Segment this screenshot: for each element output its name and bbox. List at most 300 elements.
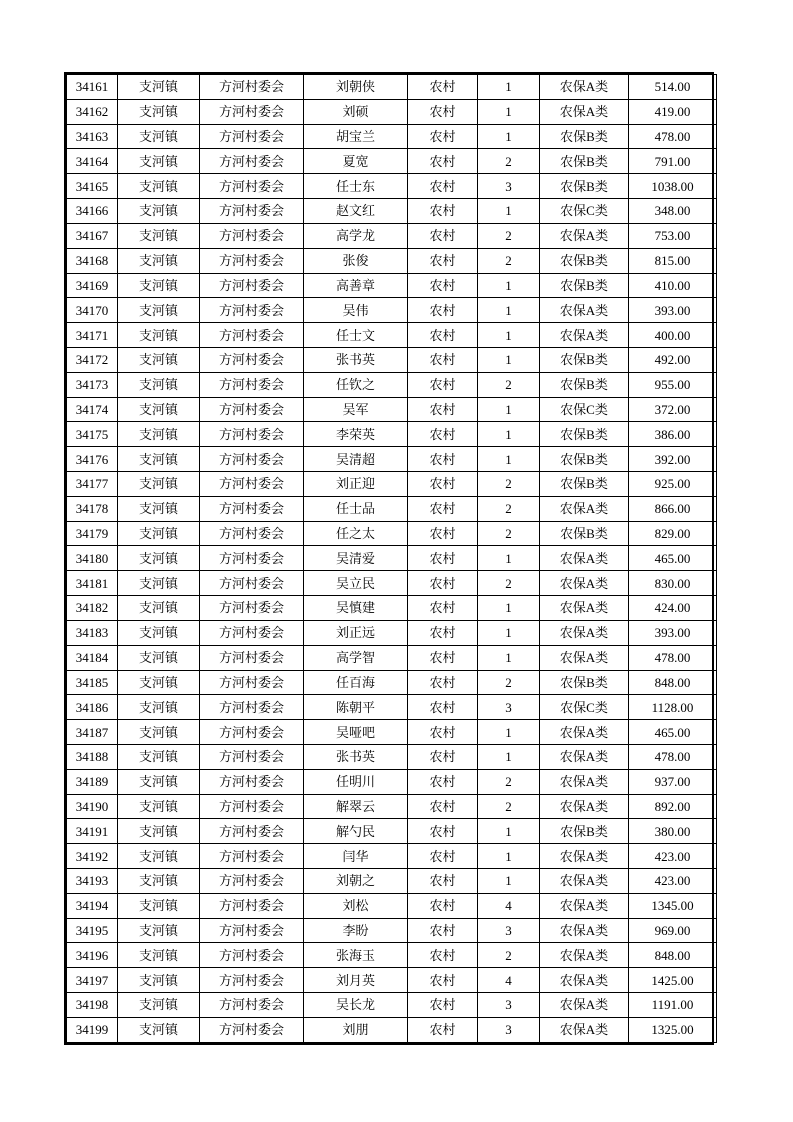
cell-village-committee: 方河村委会 (200, 571, 304, 596)
cell-person-count: 2 (478, 794, 540, 819)
cell-amount: 815.00 (629, 248, 717, 273)
cell-person-count: 1 (478, 844, 540, 869)
cell-person-count: 3 (478, 993, 540, 1018)
cell-serial-number: 34189 (67, 769, 118, 794)
cell-insurance-category: 农保B类 (540, 447, 629, 472)
cell-person-name: 解勺民 (304, 819, 408, 844)
cell-serial-number: 34168 (67, 248, 118, 273)
cell-village-committee: 方河村委会 (200, 695, 304, 720)
cell-village-committee: 方河村委会 (200, 298, 304, 323)
cell-town: 支河镇 (118, 75, 200, 100)
cell-village-committee: 方河村委会 (200, 496, 304, 521)
cell-residence-type: 农村 (408, 546, 478, 571)
cell-person-count: 3 (478, 174, 540, 199)
cell-person-name: 吴长龙 (304, 993, 408, 1018)
cell-town: 支河镇 (118, 918, 200, 943)
cell-person-name: 李荣英 (304, 422, 408, 447)
cell-town: 支河镇 (118, 372, 200, 397)
records-table (66, 74, 717, 1043)
table-row (67, 199, 717, 224)
table-row (67, 372, 717, 397)
table-row (67, 447, 717, 472)
cell-residence-type: 农村 (408, 670, 478, 695)
cell-residence-type: 农村 (408, 620, 478, 645)
table-row (67, 695, 717, 720)
cell-residence-type: 农村 (408, 993, 478, 1018)
cell-residence-type: 农村 (408, 794, 478, 819)
cell-residence-type: 农村 (408, 447, 478, 472)
cell-village-committee: 方河村委会 (200, 397, 304, 422)
cell-amount: 492.00 (629, 347, 717, 372)
cell-person-name: 赵文红 (304, 199, 408, 224)
table-row (67, 99, 717, 124)
cell-residence-type: 农村 (408, 968, 478, 993)
cell-person-name: 刘朝侠 (304, 75, 408, 100)
cell-residence-type: 农村 (408, 645, 478, 670)
cell-serial-number: 34190 (67, 794, 118, 819)
cell-person-count: 2 (478, 223, 540, 248)
cell-serial-number: 34196 (67, 943, 118, 968)
cell-village-committee: 方河村委会 (200, 422, 304, 447)
table-row (67, 298, 717, 323)
cell-insurance-category: 农保A类 (540, 571, 629, 596)
table-row (67, 223, 717, 248)
cell-insurance-category: 农保A类 (540, 496, 629, 521)
cell-town: 支河镇 (118, 844, 200, 869)
table-row (67, 472, 717, 497)
cell-village-committee: 方河村委会 (200, 546, 304, 571)
cell-village-committee: 方河村委会 (200, 968, 304, 993)
cell-town: 支河镇 (118, 695, 200, 720)
cell-residence-type: 农村 (408, 596, 478, 621)
cell-insurance-category: 农保A类 (540, 918, 629, 943)
cell-village-committee: 方河村委会 (200, 372, 304, 397)
cell-village-committee: 方河村委会 (200, 273, 304, 298)
cell-amount: 410.00 (629, 273, 717, 298)
cell-amount: 892.00 (629, 794, 717, 819)
cell-residence-type: 农村 (408, 943, 478, 968)
cell-town: 支河镇 (118, 993, 200, 1018)
cell-town: 支河镇 (118, 968, 200, 993)
cell-insurance-category: 农保A类 (540, 943, 629, 968)
cell-serial-number: 34175 (67, 422, 118, 447)
cell-amount: 478.00 (629, 645, 717, 670)
table-row (67, 720, 717, 745)
cell-village-committee: 方河村委会 (200, 993, 304, 1018)
cell-person-name: 高善章 (304, 273, 408, 298)
cell-village-committee: 方河村委会 (200, 472, 304, 497)
table-row (67, 75, 717, 100)
cell-person-name: 任士文 (304, 323, 408, 348)
cell-person-count: 1 (478, 447, 540, 472)
cell-person-count: 2 (478, 769, 540, 794)
cell-insurance-category: 农保A类 (540, 869, 629, 894)
cell-residence-type: 农村 (408, 347, 478, 372)
table-row (67, 174, 717, 199)
cell-town: 支河镇 (118, 99, 200, 124)
cell-town: 支河镇 (118, 893, 200, 918)
cell-serial-number: 34172 (67, 347, 118, 372)
cell-village-committee: 方河村委会 (200, 323, 304, 348)
table-row (67, 571, 717, 596)
cell-residence-type: 农村 (408, 1017, 478, 1042)
cell-person-name: 夏宽 (304, 149, 408, 174)
cell-residence-type: 农村 (408, 199, 478, 224)
cell-village-committee: 方河村委会 (200, 869, 304, 894)
cell-town: 支河镇 (118, 174, 200, 199)
cell-insurance-category: 农保A类 (540, 744, 629, 769)
cell-residence-type: 农村 (408, 99, 478, 124)
cell-serial-number: 34176 (67, 447, 118, 472)
cell-residence-type: 农村 (408, 819, 478, 844)
cell-person-count: 1 (478, 199, 540, 224)
cell-town: 支河镇 (118, 869, 200, 894)
cell-serial-number: 34192 (67, 844, 118, 869)
cell-amount: 1345.00 (629, 893, 717, 918)
table-row (67, 124, 717, 149)
cell-town: 支河镇 (118, 620, 200, 645)
cell-insurance-category: 农保A类 (540, 968, 629, 993)
table-row (67, 893, 717, 918)
table-row (67, 645, 717, 670)
cell-insurance-category: 农保A类 (540, 323, 629, 348)
cell-town: 支河镇 (118, 447, 200, 472)
cell-village-committee: 方河村委会 (200, 769, 304, 794)
cell-person-name: 吴清超 (304, 447, 408, 472)
cell-serial-number: 34197 (67, 968, 118, 993)
cell-insurance-category: 农保A类 (540, 298, 629, 323)
cell-amount: 386.00 (629, 422, 717, 447)
cell-insurance-category: 农保B类 (540, 472, 629, 497)
cell-residence-type: 农村 (408, 248, 478, 273)
cell-serial-number: 34188 (67, 744, 118, 769)
cell-town: 支河镇 (118, 769, 200, 794)
cell-insurance-category: 农保B类 (540, 273, 629, 298)
cell-insurance-category: 农保B类 (540, 670, 629, 695)
cell-amount: 465.00 (629, 720, 717, 745)
cell-village-committee: 方河村委会 (200, 893, 304, 918)
cell-person-count: 4 (478, 968, 540, 993)
cell-town: 支河镇 (118, 124, 200, 149)
cell-village-committee: 方河村委会 (200, 99, 304, 124)
cell-person-name: 吴慎建 (304, 596, 408, 621)
cell-person-name: 闫华 (304, 844, 408, 869)
cell-serial-number: 34199 (67, 1017, 118, 1042)
cell-person-count: 1 (478, 99, 540, 124)
cell-serial-number: 34164 (67, 149, 118, 174)
table-row (67, 248, 717, 273)
cell-insurance-category: 农保B类 (540, 347, 629, 372)
cell-insurance-category: 农保C类 (540, 695, 629, 720)
cell-residence-type: 农村 (408, 323, 478, 348)
cell-village-committee: 方河村委会 (200, 918, 304, 943)
cell-insurance-category: 农保A类 (540, 893, 629, 918)
cell-person-name: 张俊 (304, 248, 408, 273)
cell-insurance-category: 农保A类 (540, 769, 629, 794)
table-row (67, 596, 717, 621)
cell-insurance-category: 农保A类 (540, 223, 629, 248)
cell-village-committee: 方河村委会 (200, 744, 304, 769)
cell-town: 支河镇 (118, 273, 200, 298)
cell-village-committee: 方河村委会 (200, 819, 304, 844)
cell-amount: 478.00 (629, 124, 717, 149)
cell-amount: 829.00 (629, 521, 717, 546)
cell-amount: 1038.00 (629, 174, 717, 199)
cell-village-committee: 方河村委会 (200, 720, 304, 745)
cell-person-name: 刘正迎 (304, 472, 408, 497)
cell-person-count: 2 (478, 496, 540, 521)
cell-residence-type: 农村 (408, 521, 478, 546)
cell-person-name: 任明川 (304, 769, 408, 794)
cell-residence-type: 农村 (408, 149, 478, 174)
cell-residence-type: 农村 (408, 223, 478, 248)
cell-person-count: 3 (478, 695, 540, 720)
table-body (67, 75, 717, 1043)
cell-person-count: 4 (478, 893, 540, 918)
cell-person-name: 吴清爱 (304, 546, 408, 571)
cell-insurance-category: 农保A类 (540, 1017, 629, 1042)
cell-town: 支河镇 (118, 670, 200, 695)
cell-town: 支河镇 (118, 794, 200, 819)
cell-village-committee: 方河村委会 (200, 620, 304, 645)
cell-person-count: 2 (478, 248, 540, 273)
cell-residence-type: 农村 (408, 844, 478, 869)
cell-person-name: 任士品 (304, 496, 408, 521)
cell-amount: 830.00 (629, 571, 717, 596)
cell-insurance-category: 农保A类 (540, 993, 629, 1018)
cell-person-name: 刘松 (304, 893, 408, 918)
cell-serial-number: 34174 (67, 397, 118, 422)
cell-residence-type: 农村 (408, 571, 478, 596)
cell-insurance-category: 农保B类 (540, 372, 629, 397)
cell-village-committee: 方河村委会 (200, 75, 304, 100)
table-row (67, 943, 717, 968)
cell-town: 支河镇 (118, 223, 200, 248)
cell-person-count: 2 (478, 472, 540, 497)
cell-town: 支河镇 (118, 298, 200, 323)
cell-residence-type: 农村 (408, 273, 478, 298)
cell-amount: 1325.00 (629, 1017, 717, 1042)
cell-village-committee: 方河村委会 (200, 844, 304, 869)
cell-town: 支河镇 (118, 422, 200, 447)
cell-serial-number: 34195 (67, 918, 118, 943)
table-row (67, 620, 717, 645)
table-row (67, 149, 717, 174)
cell-serial-number: 34179 (67, 521, 118, 546)
table-row (67, 347, 717, 372)
cell-amount: 753.00 (629, 223, 717, 248)
cell-serial-number: 34193 (67, 869, 118, 894)
cell-amount: 514.00 (629, 75, 717, 100)
cell-residence-type: 农村 (408, 298, 478, 323)
cell-serial-number: 34177 (67, 472, 118, 497)
cell-residence-type: 农村 (408, 869, 478, 894)
cell-residence-type: 农村 (408, 744, 478, 769)
cell-serial-number: 34173 (67, 372, 118, 397)
cell-serial-number: 34180 (67, 546, 118, 571)
cell-residence-type: 农村 (408, 174, 478, 199)
cell-person-count: 1 (478, 596, 540, 621)
cell-residence-type: 农村 (408, 472, 478, 497)
cell-residence-type: 农村 (408, 496, 478, 521)
cell-amount: 392.00 (629, 447, 717, 472)
cell-serial-number: 34182 (67, 596, 118, 621)
cell-person-name: 任之太 (304, 521, 408, 546)
cell-town: 支河镇 (118, 546, 200, 571)
cell-serial-number: 34167 (67, 223, 118, 248)
cell-insurance-category: 农保A类 (540, 645, 629, 670)
cell-town: 支河镇 (118, 496, 200, 521)
table-row (67, 496, 717, 521)
cell-person-count: 2 (478, 149, 540, 174)
cell-village-committee: 方河村委会 (200, 1017, 304, 1042)
cell-village-committee: 方河村委会 (200, 645, 304, 670)
cell-serial-number: 34165 (67, 174, 118, 199)
cell-person-count: 1 (478, 273, 540, 298)
cell-person-count: 1 (478, 819, 540, 844)
cell-serial-number: 34162 (67, 99, 118, 124)
cell-person-name: 解翠云 (304, 794, 408, 819)
cell-person-name: 胡宝兰 (304, 124, 408, 149)
cell-village-committee: 方河村委会 (200, 199, 304, 224)
table-row (67, 819, 717, 844)
cell-amount: 955.00 (629, 372, 717, 397)
table-row (67, 670, 717, 695)
cell-person-name: 李盼 (304, 918, 408, 943)
cell-person-name: 张海玉 (304, 943, 408, 968)
cell-person-name: 吴哑吧 (304, 720, 408, 745)
cell-amount: 400.00 (629, 323, 717, 348)
cell-village-committee: 方河村委会 (200, 248, 304, 273)
cell-person-name: 吴军 (304, 397, 408, 422)
cell-residence-type: 农村 (408, 769, 478, 794)
cell-insurance-category: 农保B类 (540, 819, 629, 844)
cell-village-committee: 方河村委会 (200, 670, 304, 695)
cell-person-name: 张书英 (304, 744, 408, 769)
cell-person-count: 2 (478, 670, 540, 695)
cell-person-count: 1 (478, 397, 540, 422)
cell-serial-number: 34191 (67, 819, 118, 844)
cell-amount: 478.00 (629, 744, 717, 769)
cell-insurance-category: 农保A类 (540, 75, 629, 100)
cell-person-name: 刘硕 (304, 99, 408, 124)
cell-insurance-category: 农保A类 (540, 99, 629, 124)
cell-insurance-category: 农保B类 (540, 248, 629, 273)
cell-amount: 372.00 (629, 397, 717, 422)
cell-person-count: 1 (478, 620, 540, 645)
cell-person-count: 1 (478, 645, 540, 670)
cell-person-name: 陈朝平 (304, 695, 408, 720)
cell-insurance-category: 农保B类 (540, 124, 629, 149)
cell-insurance-category: 农保C类 (540, 199, 629, 224)
cell-person-name: 刘朋 (304, 1017, 408, 1042)
cell-town: 支河镇 (118, 596, 200, 621)
table-row (67, 918, 717, 943)
cell-serial-number: 34161 (67, 75, 118, 100)
cell-residence-type: 农村 (408, 422, 478, 447)
cell-person-count: 1 (478, 720, 540, 745)
cell-serial-number: 34169 (67, 273, 118, 298)
cell-person-name: 刘朝之 (304, 869, 408, 894)
cell-town: 支河镇 (118, 248, 200, 273)
table-row (67, 521, 717, 546)
cell-serial-number: 34163 (67, 124, 118, 149)
cell-insurance-category: 农保C类 (540, 397, 629, 422)
cell-serial-number: 34186 (67, 695, 118, 720)
table-row (67, 869, 717, 894)
cell-town: 支河镇 (118, 347, 200, 372)
cell-amount: 348.00 (629, 199, 717, 224)
cell-insurance-category: 农保A类 (540, 844, 629, 869)
cell-person-name: 张书英 (304, 347, 408, 372)
cell-serial-number: 34171 (67, 323, 118, 348)
cell-person-name: 吴立民 (304, 571, 408, 596)
cell-insurance-category: 农保B类 (540, 149, 629, 174)
cell-residence-type: 农村 (408, 75, 478, 100)
cell-town: 支河镇 (118, 521, 200, 546)
cell-person-count: 1 (478, 422, 540, 447)
cell-residence-type: 农村 (408, 372, 478, 397)
cell-insurance-category: 农保B类 (540, 422, 629, 447)
cell-amount: 848.00 (629, 670, 717, 695)
cell-town: 支河镇 (118, 645, 200, 670)
cell-residence-type: 农村 (408, 918, 478, 943)
cell-insurance-category: 农保B类 (540, 521, 629, 546)
cell-town: 支河镇 (118, 571, 200, 596)
cell-town: 支河镇 (118, 397, 200, 422)
cell-amount: 848.00 (629, 943, 717, 968)
cell-insurance-category: 农保A类 (540, 596, 629, 621)
cell-amount: 424.00 (629, 596, 717, 621)
cell-amount: 791.00 (629, 149, 717, 174)
cell-town: 支河镇 (118, 472, 200, 497)
cell-person-count: 1 (478, 298, 540, 323)
cell-residence-type: 农村 (408, 720, 478, 745)
cell-person-name: 高学龙 (304, 223, 408, 248)
cell-amount: 423.00 (629, 869, 717, 894)
cell-town: 支河镇 (118, 323, 200, 348)
cell-person-count: 2 (478, 372, 540, 397)
cell-serial-number: 34178 (67, 496, 118, 521)
cell-person-count: 1 (478, 75, 540, 100)
cell-insurance-category: 农保A类 (540, 546, 629, 571)
table-row (67, 968, 717, 993)
cell-residence-type: 农村 (408, 893, 478, 918)
cell-person-count: 1 (478, 744, 540, 769)
cell-insurance-category: 农保B类 (540, 174, 629, 199)
cell-village-committee: 方河村委会 (200, 794, 304, 819)
cell-town: 支河镇 (118, 149, 200, 174)
cell-person-count: 1 (478, 347, 540, 372)
cell-village-committee: 方河村委会 (200, 347, 304, 372)
cell-person-count: 1 (478, 124, 540, 149)
cell-person-name: 刘正远 (304, 620, 408, 645)
cell-amount: 423.00 (629, 844, 717, 869)
cell-insurance-category: 农保A类 (540, 620, 629, 645)
cell-residence-type: 农村 (408, 397, 478, 422)
cell-village-committee: 方河村委会 (200, 149, 304, 174)
cell-insurance-category: 农保A类 (540, 794, 629, 819)
cell-residence-type: 农村 (408, 695, 478, 720)
cell-amount: 465.00 (629, 546, 717, 571)
cell-person-count: 2 (478, 521, 540, 546)
cell-serial-number: 34181 (67, 571, 118, 596)
cell-person-name: 任士东 (304, 174, 408, 199)
cell-person-name: 任钦之 (304, 372, 408, 397)
cell-person-count: 2 (478, 571, 540, 596)
cell-amount: 380.00 (629, 819, 717, 844)
table-row (67, 397, 717, 422)
